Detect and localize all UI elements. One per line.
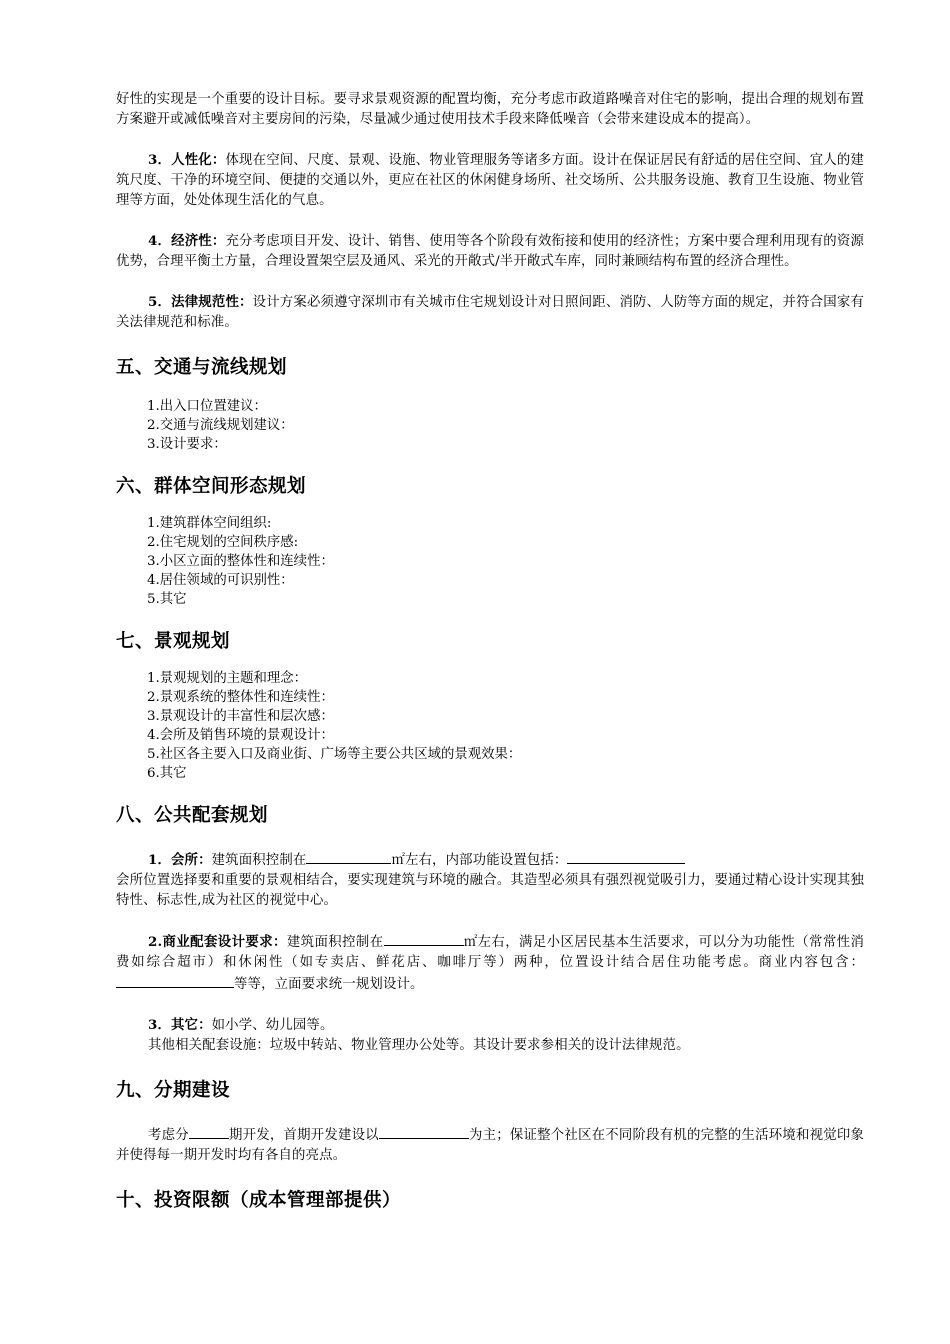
principle-heading: 3．人性化： (148, 152, 226, 168)
paragraph-text: ㎡左右，满足小区居民基本生活要求，可以分为功能性（常常性消费如综合超市）和休闲性（如专卖店、鲜花店、咖啡厅等）两种，位置设计结合居住功能考虑。商业内容包含： (116, 935, 864, 970)
list-item: 3.小区立面的整体性和连续性： (147, 554, 334, 569)
paragraph-heading: 3．其它： (148, 1017, 212, 1033)
clubhouse-paragraph (116, 849, 864, 871)
space-form-list (116, 514, 864, 609)
list-item: 3.设计要求： (147, 437, 227, 452)
list-item: 2.交通与流线规划建议： (147, 418, 294, 433)
intro-paragraph: 好性的实现是一个重要的设计目标。要寻求景观资源的配置均衡，充分考虑市政道路噪音对住宅的影响，提出合理的规划布置方案避开或减低噪音对主要房间的污染，尽量减少通过使用技术手段来降低噪音（会带来建设成本的提高）。 (116, 92, 864, 127)
principle-humanization (116, 150, 864, 211)
traffic-list (116, 397, 864, 454)
commercial-paragraph (116, 931, 864, 995)
fill-blank (379, 1124, 469, 1139)
list-item: 4.居住领域的可识别性： (147, 573, 294, 588)
paragraph-text: 期开发，首期开发建设以 (228, 1128, 379, 1143)
paragraph-heading: 1．会所： (148, 852, 212, 868)
paragraph-text: 建筑面积控制在 (211, 853, 307, 868)
section-heading-space-form: 六、群体空间形态规划 (116, 476, 307, 497)
landscape-list (116, 669, 864, 783)
fill-blank (384, 931, 464, 946)
list-item: 5.社区各主要入口及商业街、广场等主要公共区域的景观效果： (147, 747, 522, 762)
principle-text: 充分考虑项目开发、设计、销售、使用等各个阶段有效衔接和使用的经济性；方案中要合理利用现有的资源优势，合理平衡土方量，合理设置架空层及通风、采光的开敞式/半开敞式车库，同时兼顾结构布置的经济合理性。 (116, 234, 865, 269)
paragraph-text: 如小学、幼儿园等。 (211, 1018, 334, 1033)
fill-blank (116, 973, 234, 988)
principle-heading: 4．经济性： (148, 233, 226, 249)
list-item: 1.建筑群体空间组织: (147, 516, 272, 531)
paragraph-heading: 2.商业配套设计要求： (148, 934, 287, 950)
phasing-paragraph (116, 1124, 864, 1166)
other-facilities-note: 其他相关配套设施：垃圾中转站、物业管理办公处等。其设计要求参相关的设计法律规范。 (148, 1038, 690, 1053)
paragraph-text: 等等，立面要求统一规划设计。 (234, 977, 424, 992)
section-heading-investment: 十、投资限额（成本管理部提供） (116, 1190, 402, 1211)
list-item: 6.其它 (147, 766, 187, 781)
principle-legal (116, 292, 864, 333)
list-item: 2.景观系统的整体性和连续性： (147, 690, 334, 705)
principle-economy (116, 231, 864, 272)
paragraph-text: 建筑面积控制在 (286, 935, 384, 950)
list-item: 2.住宅规划的空间秩序感: (147, 535, 299, 550)
other-facilities-paragraph (116, 1015, 864, 1036)
list-item: 3.景观设计的丰富性和层次感： (147, 709, 334, 724)
section-heading-traffic: 五、交通与流线规划 (116, 357, 288, 378)
section-heading-public-facilities: 八、公共配套规划 (116, 805, 269, 826)
fill-blank (567, 849, 685, 864)
list-item: 1.景观规划的主题和理念： (147, 671, 308, 686)
list-item: 5.其它 (147, 592, 187, 607)
principle-heading: 5．法律规范性： (148, 294, 253, 310)
paragraph-text: 考虑分 (148, 1128, 189, 1143)
principle-text: 设计方案必须遵守深圳市有关城市住宅规划设计对日照间距、消防、人防等方面的规定，并符合国家有关法律规范和标准。 (116, 295, 864, 330)
clubhouse-paragraph-continued: 会所位置选择要和重要的景观相结合，要实现建筑与环境的融合。其造型必须具有强烈视觉吸引力，要通过精心设计实现其独特性、标志性,成为社区的视觉中心。 (116, 873, 864, 908)
fill-blank (189, 1124, 229, 1139)
list-item: 1.出入口位置建议： (147, 399, 267, 414)
fill-blank (306, 849, 391, 864)
section-heading-landscape: 七、景观规划 (116, 631, 231, 652)
section-heading-phasing: 九、分期建设 (116, 1080, 231, 1101)
list-item: 4.会所及销售环境的景观设计： (147, 728, 334, 743)
principle-text: 体现在空间、尺度、景观、设施、物业管理服务等诸多方面。设计在保证居民有舒适的居住空间、宜人的建筑尺度、干净的环境空间、便捷的交通以外，更应在社区的休闲健身场所、社交场所、公共服务设施、教育卫生设施、物业管理等方面，处处体现生活化的气息。 (116, 153, 865, 208)
document-page (116, 90, 864, 1214)
paragraph-text: 为主；保证整个社区在不同阶段有机的完整的生活环境和视觉印象并使得每一期开发时均有各自的亮点。 (116, 1128, 864, 1163)
paragraph-text: ㎡左右，内部功能设置包括： (391, 853, 568, 868)
